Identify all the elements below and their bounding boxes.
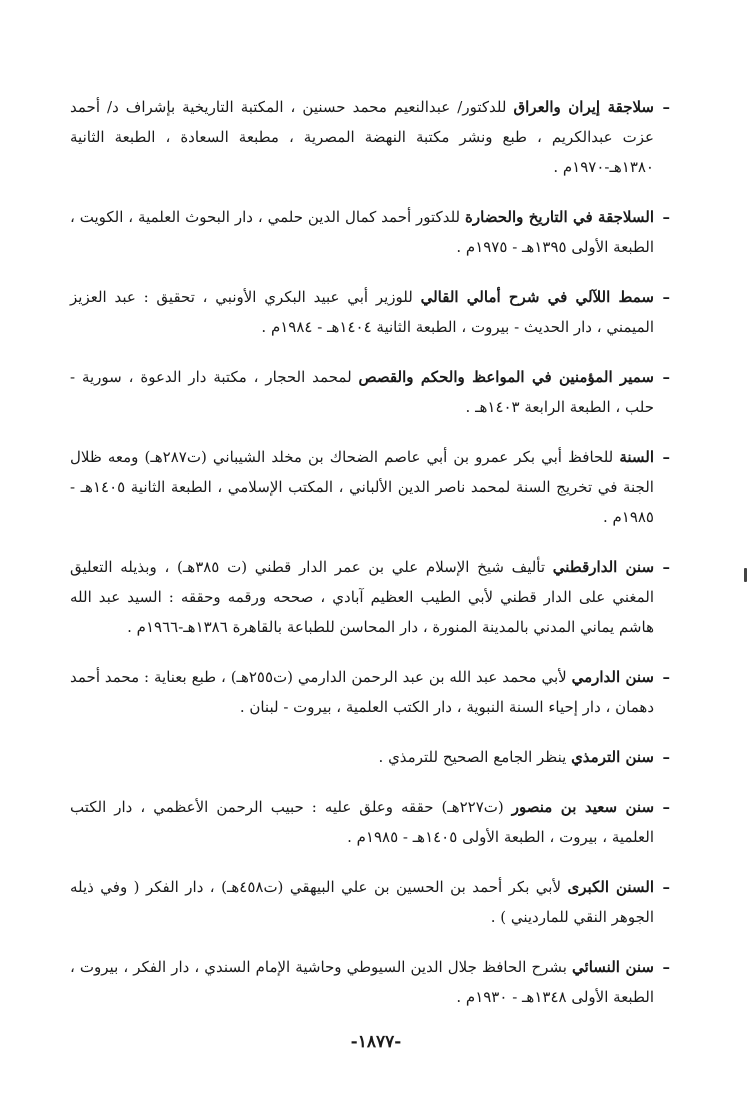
bibliography-entry bbox=[70, 442, 670, 532]
entry-text bbox=[70, 202, 654, 262]
entry-details: للوزير أبي عبيد البكري الأونبي ، تحقيق : عبد العزيز الميمني ، دار الحديث - بيروت ، الطبعة الثانية ١٤٠٤هـ - ١٩٨٤م . bbox=[70, 288, 654, 336]
bibliography-entry bbox=[70, 202, 670, 262]
bibliography-entry bbox=[70, 92, 670, 182]
entry-dash: – bbox=[662, 288, 670, 306]
bibliography-entry bbox=[70, 792, 670, 852]
entry-title: سمط اللآلي في شرح أمالي القالي bbox=[420, 288, 654, 306]
entry-title: سنن الدارمي bbox=[571, 668, 655, 686]
bibliography-entry bbox=[70, 662, 670, 722]
entry-text bbox=[70, 282, 654, 342]
entry-text bbox=[70, 362, 654, 422]
entry-title: سلاجقة إيران والعراق bbox=[513, 98, 655, 116]
entry-details: (ت٢٢٧هـ) حققه وعلق عليه : حبيب الرحمن الأعظمي ، دار الكتب العلمية ، بيروت ، الطبعة الأولى ١٤٠٥هـ - ١٩٨٥م . bbox=[70, 798, 654, 846]
bibliography-list bbox=[70, 92, 670, 1032]
entry-dash: – bbox=[662, 878, 670, 896]
entry-details: ينظر الجامع الصحيح للترمذي . bbox=[378, 748, 572, 766]
entry-title: السنة bbox=[619, 448, 654, 466]
entry-dash: – bbox=[662, 208, 670, 226]
entry-dash: – bbox=[662, 98, 670, 116]
entry-title: السلاجقة في التاريخ والحضارة bbox=[465, 208, 654, 226]
entry-details: تأليف شيخ الإسلام علي بن عمر الدار قطني (ت ٣٨٥هـ) ، وبذيله التعليق المغني على الدار قطني لأبي الطيب العظيم آبادي ، صححه ورقمه وحققه : السيد عبد الله هاشم يماني المدني بالمدينة المنورة ، دار المحاسن للطباعة بالقاهرة ١٣٨٦هـ-١٩٦٦م . bbox=[70, 558, 654, 636]
entry-title: سنن الدارقطني bbox=[552, 558, 655, 576]
entry-text bbox=[70, 552, 654, 642]
entry-details: للدكتور أحمد كمال الدين حلمي ، دار البحوث العلمية ، الكويت ، الطبعة الأولى ١٣٩٥هـ - ١٩٧٥م . bbox=[70, 208, 654, 256]
entry-text bbox=[70, 662, 654, 722]
bibliography-entry bbox=[70, 552, 670, 642]
entry-dash: – bbox=[662, 748, 670, 766]
bibliography-entry bbox=[70, 282, 670, 342]
entry-dash: – bbox=[662, 798, 670, 816]
bibliography-entry bbox=[70, 872, 670, 932]
entry-dash: – bbox=[662, 368, 670, 386]
bibliography-entry bbox=[70, 362, 670, 422]
entry-details: لأبي بكر أحمد بن الحسين بن علي البيهقي (ت٤٥٨هـ) ، دار الفكر ( وفي ذيله الجوهر النقي للمارديني ) . bbox=[70, 878, 654, 926]
bibliography-entry bbox=[70, 952, 670, 1012]
entry-dash: – bbox=[662, 448, 670, 466]
entry-text bbox=[70, 872, 654, 932]
margin-mark bbox=[744, 568, 747, 582]
entry-text bbox=[70, 442, 654, 532]
entry-title: سنن سعيد بن منصور bbox=[511, 798, 655, 816]
page-number: -١٨٧٧- bbox=[350, 1032, 402, 1052]
entry-title: سنن الترمذي bbox=[571, 748, 654, 766]
entry-dash: – bbox=[662, 668, 670, 686]
entry-dash: – bbox=[662, 558, 670, 576]
entry-text bbox=[70, 742, 654, 772]
entry-dash: – bbox=[662, 958, 670, 976]
entry-details: للدكتور/ عبدالنعيم محمد حسنين ، المكتبة التاريخية بإشراف د/ أحمد عزت عبدالكريم ، طبع ونشر مكتبة النهضة المصرية ، مطبعة السعادة ، الطبعة الثانية ١٣٨٠هـ-١٩٧٠م . bbox=[70, 98, 654, 176]
entry-details: لأبي محمد عبد الله بن عبد الرحمن الدارمي (ت٢٥٥هـ) ، طبع بعناية : محمد أحمد دهمان ، دار إحياء السنة النبوية ، دار الكتب العلمية ، بيروت - لبنان . bbox=[70, 668, 654, 716]
entry-details: للحافظ أبي بكر عمرو بن أبي عاصم الضحاك بن مخلد الشيباني (ت٢٨٧هـ) ومعه ظلال الجنة في تخريج السنة لمحمد ناصر الدين الألباني ، المكتب الإسلامي ، الطبعة الثانية ١٤٠٥هـ - ١٩٨٥م . bbox=[70, 448, 654, 526]
entry-text bbox=[70, 792, 654, 852]
entry-details: بشرح الحافظ جلال الدين السيوطي وحاشية الإمام السندي ، دار الفكر ، بيروت ، الطبعة الأولى ١٣٤٨هـ - ١٩٣٠م . bbox=[70, 958, 654, 1006]
entry-text bbox=[70, 92, 654, 182]
entry-title: سمير المؤمنين في المواعظ والحكم والقصص bbox=[358, 368, 654, 386]
entry-title: السنن الكبرى bbox=[567, 878, 655, 896]
entry-text bbox=[70, 952, 654, 1012]
entry-title: سنن النسائي bbox=[572, 958, 654, 976]
entry-details: لمحمد الحجار ، مكتبة دار الدعوة ، سورية - حلب ، الطبعة الرابعة ١٤٠٣هـ . bbox=[70, 368, 654, 416]
bibliography-entry bbox=[70, 742, 670, 772]
